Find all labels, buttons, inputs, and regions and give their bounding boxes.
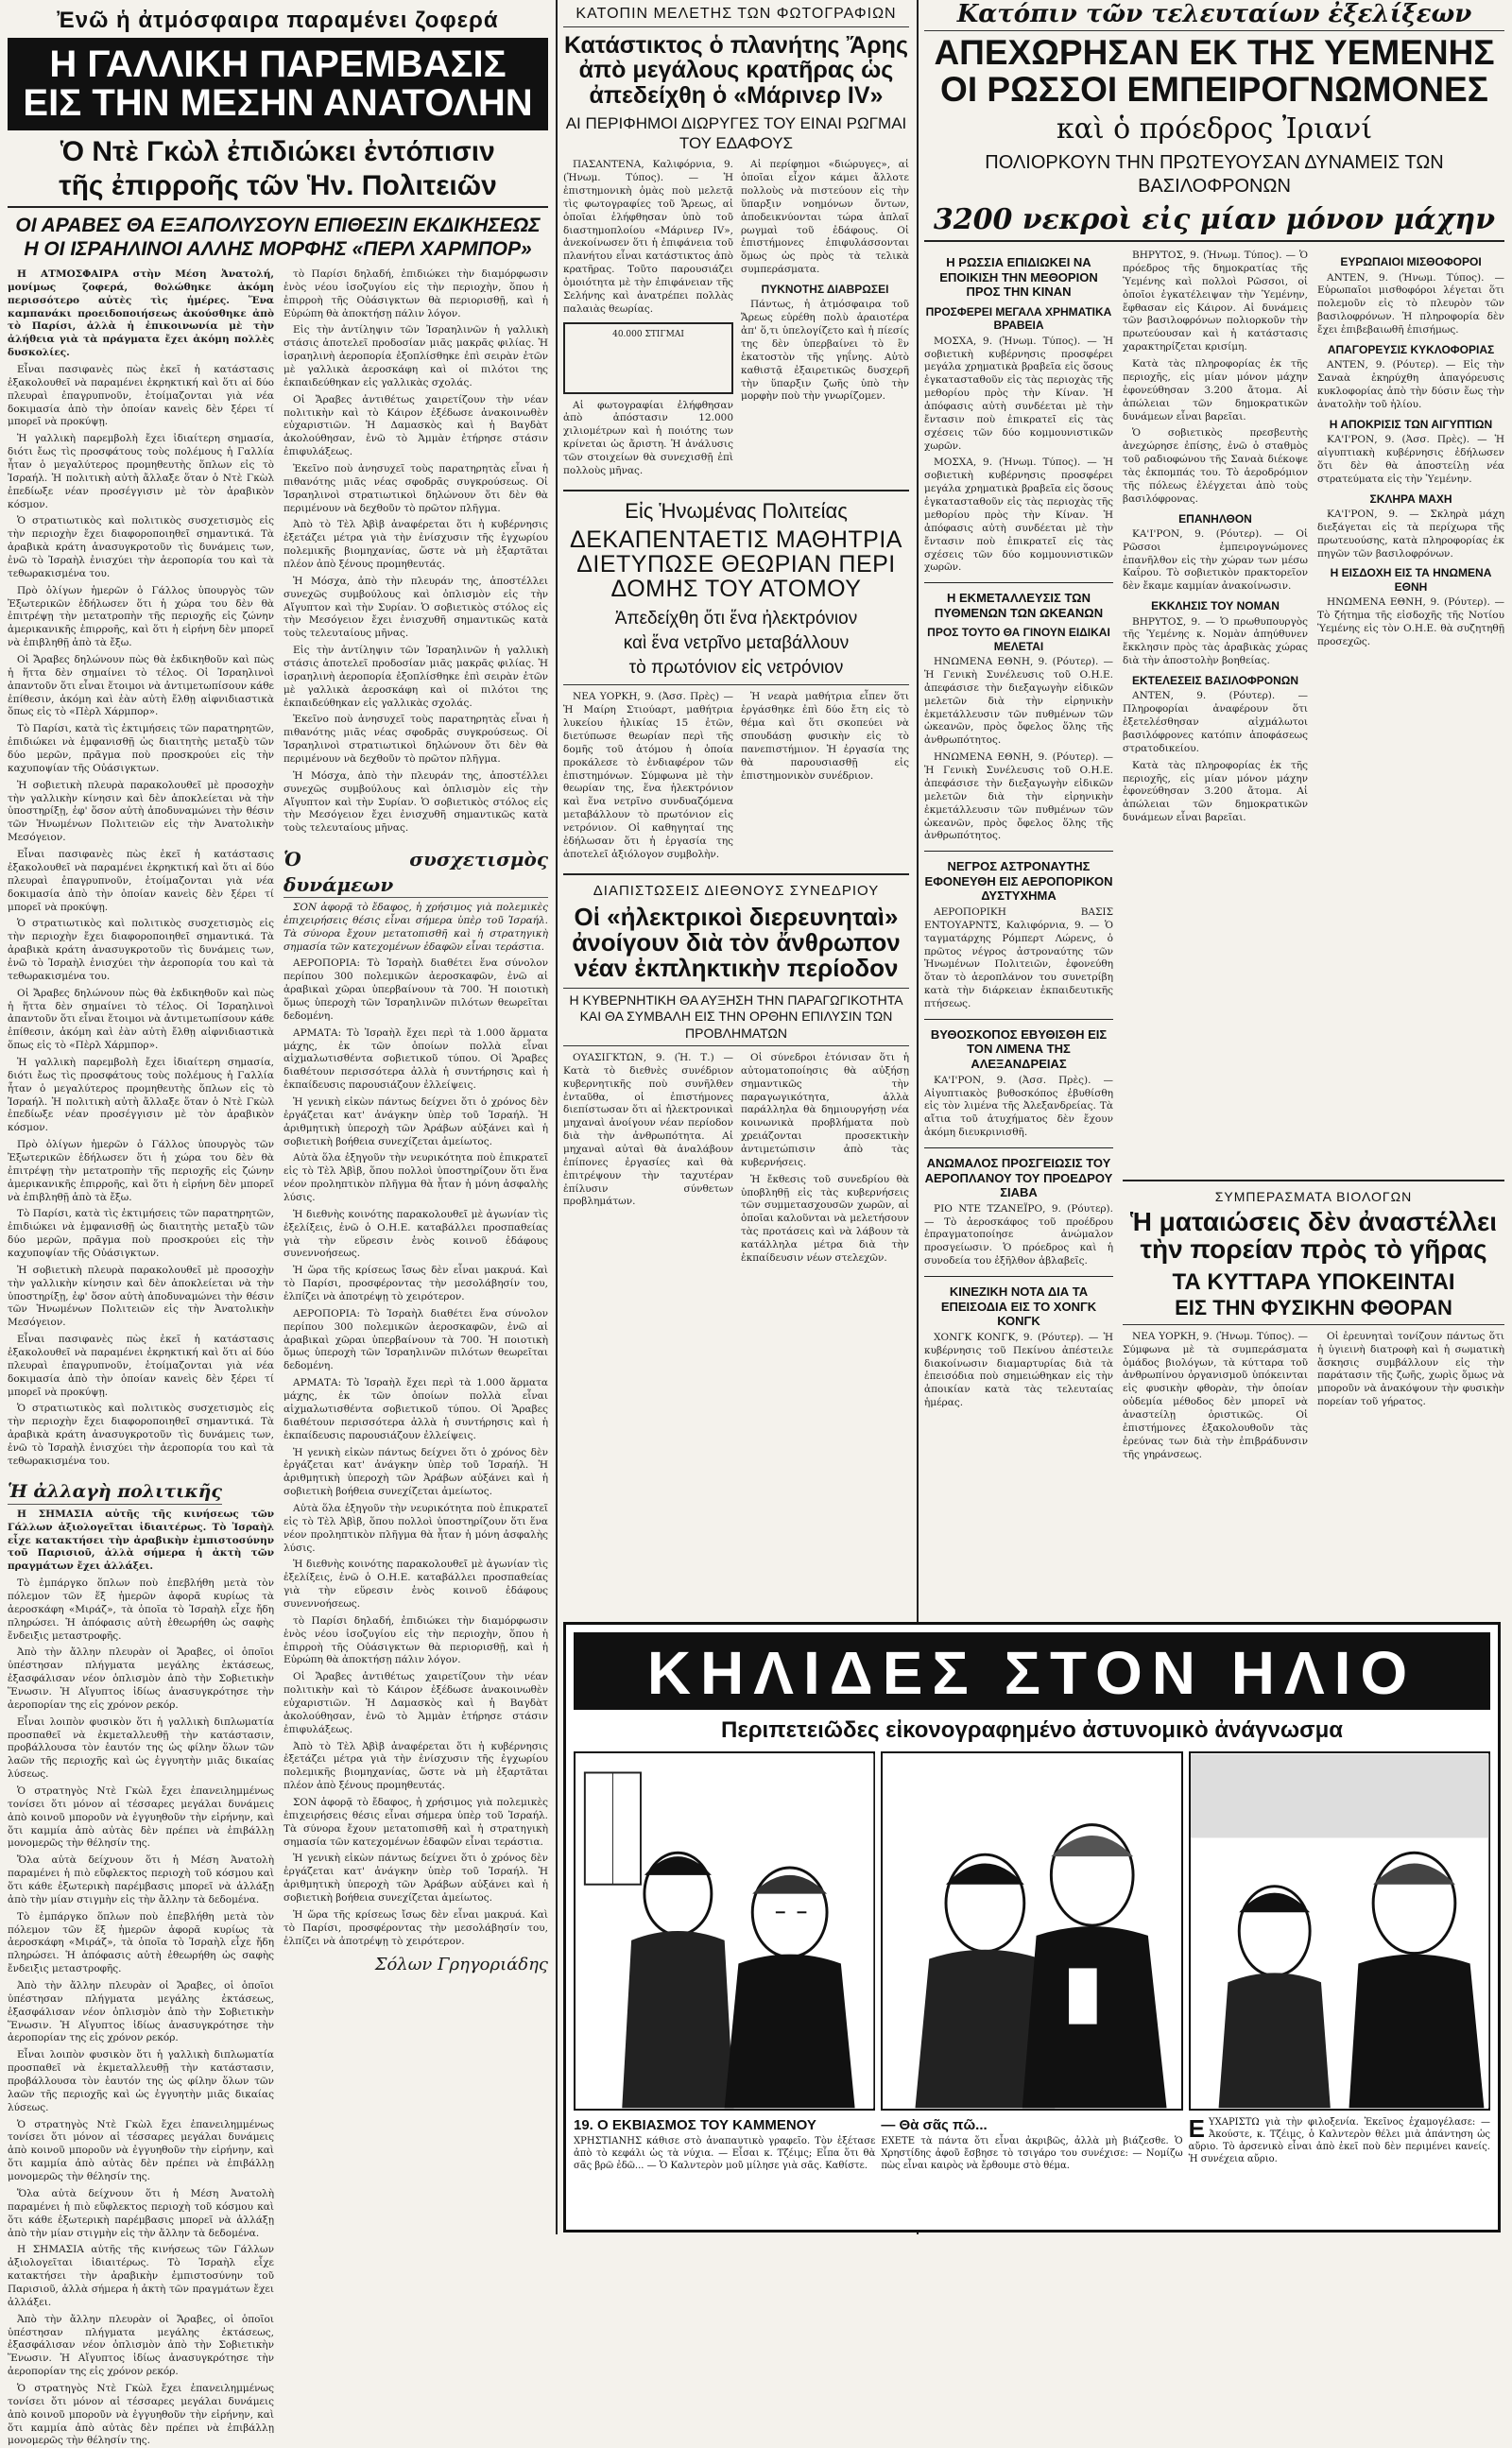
paragraph: ΑΡΜΑΤΑ: Τὸ Ἰσραὴλ ἔχει περὶ τὰ 1.000 ἅρματα μάχης, ἐκ τῶν ὁποίων πολλὰ εἶναι αἰχμαλωτισθέντα σοβιετικοῦ τύπου. Οἱ Ἄραβες διαθέτουν περισσότερα ἀλλὰ ἡ συντήρησις καὶ ἡ ἐκπαίδευσις παρουσιάζουν ἐλλείψεις. [284, 1377, 548, 1441]
paragraph: Ἡ σοβιετικὴ πλευρὰ παρακολουθεῖ μὲ προσοχὴν τὴν γαλλικὴν κίνησιν καὶ δὲν ἀποκλείεται νὰ τὴν ὑποστηρίξῃ, ἐφ' ὅσον αὐτὴ ἀποδυναμώνει τὴν θέσιν τῶν Ἡνωμένων Πολιτειῶν εἰς τὴν Ἀνατολικὴν Μεσόγειον. [8, 1264, 274, 1329]
divider [924, 1276, 1113, 1277]
paragraph: Εἶναι λοιπὸν φυσικὸν ὅτι ἡ γαλλικὴ διπλωματία προσπαθεῖ νὰ ἐκμεταλλευθῇ τὴν κατάστασιν, προβάλλουσα τὸν ἑαυτόν της ὡς φίλην ὅλων τῶν λαῶν τῆς περιοχῆς καὶ ὡς ἐγγυητὴν μιᾶς δικαίας λύσεως. [8, 2049, 274, 2113]
paragraph: Τὸ ἐμπάργκο ὅπλων ποὺ ἐπεβλήθη μετὰ τὸν πόλεμον τῶν ἕξ ἡμερῶν ἀφορᾶ κυρίως τὰ ἀεροσκάφη «Μιράζ», τὰ ὁποῖα τὸ Ἰσραὴλ εἶχε ἤδη πληρώσει. Ἡ ἀπόφασις αὐτὴ ἐθεωρήθη ὡς σαφὴς ἔνδειξις μεταστροφῆς. [8, 1577, 274, 1642]
paragraph: Εἶναι πασιφανὲς πὼς ἐκεῖ ἡ κατάστασις ἐξακολουθεῖ νὰ παραμένει ἐκρηκτική καὶ ὅτι αἱ δύο πλευραὶ ἐπαγρυπνοῦν, ἑτοίμαζονται γιὰ νέα δοκιμασία ἀπὸ τὴν ὁποίαν κανεὶς δὲν ξέρει τί μπορεῖ νὰ προκύψῃ. [8, 1334, 274, 1398]
divider [563, 873, 909, 875]
article-body-col2 [284, 268, 548, 2121]
paragraph: Οἱ σύνεδροι ἐτόνισαν ὅτι ἡ αὐτοματοποίησις θὰ αὐξήσῃ σημαντικῶς τὴν παραγωγικότητα, ἀλλὰ παράλληλα θὰ δημιουργήσῃ νέα κοινωνικὰ προβλήματα ποὺ χρειάζονται προσεκτικὴν ἀντιμετώπισιν ἀπὸ τὰς κυβερνήσεις. [741, 1052, 909, 1168]
paragraph: Ἐκεῖνο ποὺ ἀνησυχεῖ τοὺς παρατηρητὰς εἶναι ἡ πιθανότης μιᾶς νέας σφοδρᾶς συγκρούσεως. Οἱ Ἰσραηλινοὶ στρατιωτικοὶ δηλώνουν ὅτι δὲν θὰ περιμένουν νὰ δεχθοῦν τὸ πρῶτον πλῆγμα. [284, 463, 548, 514]
headline-line: ΑΠΕΧΩΡΗΣΑΝ ΕΚ ΤΗΣ ΥΕΜΕΝΗΣ [934, 33, 1495, 72]
paragraph: ΑΝΤΕΝ, 9. (Ρόυτερ). — Πληροφορίαι ἀναφέρουν ὅτι ἐξετελέσθησαν αἰχμάλωτοι βασιλόφρονες κατόπιν ἀποφάσεως στρατοδικείου. [1123, 690, 1308, 754]
paragraph: ΗΝΩΜΕΝΑ ΕΘΝΗ, 9. (Ρόυτερ). — Ἡ Γενικὴ Συνέλευσις τοῦ Ο.Η.Ε. ἀπεφάσισε τὴν διεξαγωγὴν εἰδικῶν μελετῶν διὰ τὴν εἰρηνικὴν ἐκμετάλλευσιν τῶν πυθμένων τῶν ὠκεανῶν, πρὸς ὄφελος ὅλης τῆς ἀνθρωπότητος. [924, 656, 1113, 747]
paragraph: ΧΟΝΓΚ ΚΟΝΓΚ, 9. (Ρόυτερ). — Ἡ κυβέρνησις τοῦ Πεκίνου ἀπέστειλε διακοίνωσιν διαμαρτυρίας διὰ τὰ ἐπεισόδια ποὺ σημειώθηκαν εἰς τὴν ἀποικίαν κατὰ τὰς τελευταίας ἡμέρας. [924, 1331, 1113, 1409]
comic-illustration [576, 1753, 873, 2109]
paragraph: ΑΕΡΟΠΟΡΙΚΗ ΒΑΣΙΣ ΕΝΤΟΥΑΡΝΤΣ, Καλιφόρνια, 9. — Ὁ ταγματάρχης Ρόμπερτ Λώρενς, ὁ πρῶτος νέγρος ἀστροναύτης τῶν Ἡνωμένων Πολιτειῶν, ἐφονεύθη ὅταν τὸ ἀεροπλάνον του συνετρίβη κατὰ τὴν διάρκειαν ἐκπαιδευτικῆς πτήσεως. [924, 906, 1113, 1010]
comic-illustration [1191, 1753, 1488, 2109]
kicker: Ἐνῶ ἡ ἀτμόσφαιρα παραμένει ζοφερά [57, 8, 499, 33]
paragraph: ΟΥΑΣΙΓΚΤΩΝ, 9. (Ἠ. Τ.) — Κατὰ τὸ διεθνὲς συνέδριον κυβερνητικῆς ποὺ συνῆλθεν ἐνταῦθα, οἱ ἐπιστήμονες διεπίστωσαν ὅτι αἱ ἠλεκτρονικαὶ μηχαναὶ ἀνοίγουν νέαν περίοδον διὰ τὴν ἀνθρωπότητα. Αἱ μηχαναὶ αὐταὶ θὰ ἀναλάβουν ἐπίπονες ἐργασίες καὶ θὰ ἐπιτρέψουν τὴν ταχυτέραν ἐπίλυσιν σύνθετων προβλημάτων. [563, 1052, 733, 1208]
cybernetics-headline: Οἱ «ἠλεκτρικοὶ διερευνηταὶ» ἀνοίγουν διὰ τὸν ἄνθρωπον νέαν ἐκπληκτικὴν περίοδον [572, 902, 901, 983]
paragraph: Ὁ στρατηγὸς Ντὲ Γκὼλ ἔχει ἐπανειλημμένως τονίσει ὅτι μόνον αἱ τέσσαρες μεγάλαι δυνάμεις ἀπὸ κοινοῦ μποροῦν νὰ ἐγγυηθοῦν τὴν εἰρήνην, καὶ ὅτι καμμία ἀπὸ αὐτὰς δὲν πρέπει νὰ ἐπιβάλλῃ μονομερῶς τὴν θέλησίν της. [8, 1785, 274, 1850]
story-head: Η ΕΚΜΕΤΑΛΛΕΥΣΙΣ ΤΩΝ ΠΥΘΜΕΝΩΝ ΤΩΝ ΩΚΕΑΝΩΝ [934, 591, 1104, 620]
paragraph: ΡΙΟ ΝΤΕ ΤΖΑΝΕΪΡΟ, 9. (Ρόυτερ). — Τὸ ἀεροσκάφος τοῦ προέδρου ἐπραγματοποίησε ἀνώμαλον προσγείωσιν. Ὁ πρόεδρος καὶ ἡ συνοδεία του ἐξῆλθον ἀβλαβεῖς. [924, 1202, 1113, 1267]
paragraph: ΚΑ'Ι'ΡΟΝ, 9. (Ρόυτερ). — Οἱ Ρῶσσοι ἐμπειρογνώμονες ἐπανῆλθον εἰς τὴν χώραν των μέσω Καΐρου. Τὸ σοβιετικὸν πρακτορεῖον δὲν ἔκαμε καμμίαν ἀνακοίνωσιν. [1123, 527, 1308, 593]
yemen-subheadline: ΠΟΛΙΟΡΚΟΥΝ ΤΗΝ ΠΡΩΤΕΥΟΥΣΑΝ ΔΥΝΑΜΕΙΣ ΤΩΝ ΒΑΣΙΛΟΦΡΟΝΩΝ [985, 151, 1444, 197]
paragraph: Η ΣΗΜΑΣΙΑ αὐτῆς τῆς κινήσεως τῶν Γάλλων ἀξιολογεῖται ἰδιαιτέρως. Τὸ Ἰσραὴλ εἶχε κατακτήσει τὴν ἀραβικὴν ἐμπιστοσύνην τοῦ Παρισιοῦ, ἀλλὰ σήμερα ἡ ἀκτὴ τῶν πραγμάτων ἔχει ἀλλάξει. [8, 2244, 274, 2308]
headline-line: ΕΙΣ ΤΗΝ ΜΕΣΗΝ ΑΝΑΤΟΛΗΝ [23, 81, 533, 124]
biology-sub: ΤΑ ΚΥΤΤΑΡΑ ΥΠΟΚΕΙΝΤΑΙ [1172, 1268, 1455, 1295]
biology-sub: ΕΙΣ ΤΗΝ ΦΥΣΙΚΗΝ ΦΘΟΡΑΝ [1123, 1296, 1504, 1325]
paragraph: Πρὸ ὀλίγων ἡμερῶν ὁ Γάλλος ὑπουργὸς τῶν Ἐξωτερικῶν ἐδήλωσεν ὅτι ἡ χώρα του δὲν θὰ ἐπιτρέψῃ τὴν μετατροπὴν τῆς περιοχῆς εἰς ζώνην ἀμερικανικῆς ἐπιρροῆς, καὶ ὅτι ἡ εἰρήνη δὲν μπορεῖ νὰ ἐπιβληθῇ ἀπὸ τὰ ἔξω. [8, 1139, 274, 1203]
paragraph: ΜΟΣΧΑ, 9. (Ἡνωμ. Τύπος). — Ἡ σοβιετικὴ κυβέρνησις προσφέρει μεγάλα χρηματικὰ βραβεῖα εἰς ὅσους ἐγκατασταθοῦν εἰς τὰς περιοχὰς τῆς μεθορίου πρὸς τὴν Κίναν. Ἡ ἀπόφασις αὐτὴ συνδέεται μὲ τὴν ἔντασιν ποὺ ἐπικρατεῖ εἰς τὰς σχέσεις τῶν δύο κομμουνιστικῶν χωρῶν. [924, 457, 1113, 574]
paragraph: Πρὸ ὀλίγων ἡμερῶν ὁ Γάλλος ὑπουργὸς τῶν Ἐξωτερικῶν ἐδήλωσεν ὅτι ἡ χώρα του δὲν θὰ ἐπιτρέψῃ τὴν μετατροπὴν τῆς περιοχῆς εἰς ζώνην ἀμερικανικῆς ἐπιρροῆς, καὶ ὅτι ἡ εἰρήνη δὲν μπορεῖ νὰ ἐπιβληθῇ ἀπὸ τὰ ἔξω. [8, 584, 274, 649]
biology-body-left [1123, 1331, 1308, 1466]
comic-panel-2 [881, 1751, 1182, 2111]
paragraph: Ὁ στρατηγὸς Ντὲ Γκὼλ ἔχει ἐπανειλημμένως τονίσει ὅτι μόνον αἱ τέσσαρες μεγάλαι δυνάμεις ἀπὸ κοινοῦ μποροῦν νὰ ἐγγυηθοῦν τὴν εἰρήνην, καὶ ὅτι καμμία ἀπὸ αὐτὰς δὲν πρέπει νὰ ἐπιβάλλῃ μονομερῶς τὴν θέλησίν της. [8, 2382, 274, 2447]
story-head: ΕΥΡΩΠΑΙΟΙ ΜΙΣΘΟΦΟΡΟΙ [1340, 255, 1482, 269]
paragraph: ΒΗΡΥΤΟΣ, 9. (Ἡνωμ. Τύπος). — Ὁ πρόεδρος τῆς δημοκρατίας τῆς Ὑεμένης καὶ πολλοὶ Ρῶσσοι, οἱ ὁποῖοι ἐγκατέλειψαν τὴν Ὑεμένην, ἔφθασαν εἰς Κάιρον. Αἱ δυνάμεις τῶν βασιλοφρόνων πολιορκοῦν τὴν πρωτεύουσαν καὶ ἡ κατάστασις χαρακτηρίζεται κρισίμη. [1123, 250, 1308, 353]
paragraph: ΝΕΑ ΥΟΡΚΗ, 9. (Ἡνωμ. Τύπος). — Σύμφωνα μὲ τὰ συμπεράσματα ὁμάδος βιολόγων, τὰ κύτταρα τοῦ ἀνθρωπίνου ὀργανισμοῦ ὑπόκεινται εἰς φυσικὴν φθορὰν, τὴν ὁποίαν οὐδεμία μέθοδος δὲν μπορεῖ νὰ ἀναστείλῃ ὁριστικῶς. Οἱ ἐπιστήμονες ἐξακολουθοῦν τὰς ἐρεύνας των διὰ τὴν ἐπιβράδυνσιν τῆς γηράνσεως. [1123, 1330, 1308, 1460]
paragraph: Εἶναι πασιφανὲς πὼς ἐκεῖ ἡ κατάστασις ἐξακολουθεῖ νὰ παραμένει ἐκρηκτική καὶ ὅτι αἱ δύο πλευραὶ ἐπαγρυπνοῦν, ἑτοίμαζονται γιὰ νέα δοκιμασία ἀπὸ τὴν ὁποίαν κανεὶς δὲν ξέρει τί μπορεῖ νὰ προκύψῃ. [8, 363, 274, 428]
story-head: ΑΠΑΓΟΡΕΥΣΙΣ ΚΥΚΛΟΦΟΡΙΑΣ [1327, 342, 1495, 356]
paragraph: Εἰς τὴν ἀντίληψιν τῶν Ἰσραηλινῶν ἡ γαλλικὴ στάσις ἀποτελεῖ προδοσίαν μιᾶς μακρᾶς φιλίας. Ἡ ἰσραηλινὴ ἀεροπορία ἐξοπλίσθηκε ἐπὶ σειρὰν ἐτῶν μὲ γαλλικὰ ἀεροσκάφη καὶ οἱ πιλότοι της ἐκπαιδεύθηκαν εἰς γαλλικὰς σχολάς. [284, 645, 548, 709]
paragraph: ΗΝΩΜΕΝΑ ΕΘΝΗ, 9. (Ρόυτερ). — Ἡ Γενικὴ Συνέλευσις τοῦ Ο.Η.Ε. ἀπεφάσισε τὴν διεξαγωγὴν εἰδικῶν μελετῶν διὰ τὴν εἰρηνικὴν ἐκμετάλλευσιν τῶν πυθμένων τῶν ὠκεανῶν, πρὸς ὄφελος ὅλης τῆς ἀνθρωπότητος. [924, 751, 1113, 842]
story-head: ΑΝΩΜΑΛΟΣ ΠΡΟΣΓΕΙΩΣΙΣ ΤΟΥ ΑΕΡΟΠΛΑΝΟΥ ΤΟΥ ΠΡΟΕΔΡΟΥ ΣΙΑΒΑ [924, 1155, 1113, 1200]
paragraph: ΑΝΤΕΝ, 9. (Ἡνωμ. Τύπος). — Εὐρωπαῖοι μισθοφόροι λέγεται ὅτι πολεμοῦν εἰς τὸ πλευρὸν τῶν βασιλοφρόνων. Ἡ πληροφορία δὲν ἔχει ἐπιβεβαιωθῆ ἐπισήμως. [1317, 271, 1504, 336]
paragraph: Ἡ Μόσχα, ἀπὸ τὴν πλευράν της, ἀποστέλλει συνεχῶς συμβούλους καὶ ὁπλισμὸν εἰς τὴν Αἴγυπτον καὶ τὴν Συρίαν. Ὁ σοβιετικὸς στόλος εἰς τὴν Μεσόγειον ἔχει ἐνισχυθῆ σημαντικῶς κατὰ τοὺς τελευταίους μῆνας. [284, 769, 548, 835]
paragraph: Ἡ ἔκθεσις τοῦ συνεδρίου θὰ ὑποβληθῇ εἰς τὰς κυβερνήσεις τῶν συμμετασχουσῶν χωρῶν, αἱ ὁποῖαι καλοῦνται νὰ μελετήσουν τὰς προτάσεις καὶ νὰ λάβουν τὰ κατάλληλα μέτρα διὰ τὴν ἐκπαίδευσιν νέων στελεχῶν. [741, 1173, 909, 1264]
author-signature: Σόλων Γρηγοριάδης [374, 1955, 548, 1975]
paragraph: ΒΗΡΥΤΟΣ, 9. — Ὁ πρωθυπουργὸς τῆς Ὑεμένης κ. Νομὰν ἀπηύθυνεν ἔκκλησιν πρὸς τὰς ἀραβικὰς χώρας διὰ τὴν ἀποστολὴν βοηθείας. [1123, 615, 1308, 667]
paragraph: ΚΑ'Ι'ΡΟΝ, 9. (Ἀσσ. Πρὲς). — Αἰγυπτιακὸς βυθοσκόπος ἐβυθίσθη εἰς τὸν λιμένα τῆς Ἀλεξανδρείας. Τὰ αἴτια τοῦ ἀτυχήματος δὲν ἔχουν ἀκόμη διευκρινισθῆ. [924, 1074, 1113, 1139]
subhead: Ἡ ἀλλαγὴ πολιτικῆς [8, 1480, 222, 1505]
paragraph: Ἡ ὥρα τῆς κρίσεως ἴσως δὲν εἶναι μακρυά. Καὶ τὸ Παρίσι, προσφέροντας τὴν μεσολάβησίν του, ἐλπίζει νὰ ἀποτρέψῃ τὸ χειρότερον. [284, 1908, 548, 1947]
student-body-left [563, 691, 733, 865]
comic-panel-3 [1189, 1751, 1490, 2111]
divider [924, 582, 1113, 583]
paragraph: Ἡ γενικὴ εἰκὼν πάντως δείχνει ὅτι ὁ χρόνος δὲν ἐργάζεται κατ' ἀνάγκην ὑπὲρ τοῦ Ἰσραήλ. Ἡ ἀριθμητικὴ ὑπεροχὴ τῶν Ἀράβων αὐξάνει καὶ ἡ σοβιετικὴ βοήθεια συνεχίζεται ἀμείωτος. [284, 1446, 548, 1498]
comic-subtitle: Περιπετειῶδες εἰκονογραφημένο ἀστυνομικὸ ἀνάγνωσμα [720, 1717, 1344, 1743]
paragraph: Ὅλα αὐτὰ δείχνουν ὅτι ἡ Μέση Ἀνατολὴ παραμένει ἡ πιὸ εὔφλεκτος περιοχὴ τοῦ κόσμου καὶ ὅτι κάθε ἐξωτερικὴ παρέμβασις μπορεῖ νὰ ἀλλάξῃ ἀπὸ τὴν μίαν στιγμὴν εἰς τὴν ἄλλην τὰ δεδομένα. [8, 1854, 274, 1905]
mars-headline: Κατάστικτος ὁ πλανήτης Ἄρης ἀπὸ μεγάλους κρατῆρας ὡς ἀπεδείχθη ὁ «Μάρινερ IV» [564, 32, 908, 109]
paragraph: Εἶναι πασιφανὲς πὼς ἐκεῖ ἡ κατάστασις ἐξακολουθεῖ νὰ παραμένει ἐκρηκτική καὶ ὅτι αἱ δύο πλευραὶ ἐπαγρυπνοῦν, ἑτοίμαζονται γιὰ νέα δοκιμασία ἀπὸ τὴν ὁποίαν κανεὶς δὲν ξέρει τί μπορεῖ νὰ προκύψῃ. [8, 849, 274, 913]
paragraph: Οἱ Ἄραβες ἀντιθέτως χαιρετίζουν τὴν νέαν πολιτικὴν καὶ τὸ Κάιρον ἐξέδωσε ἀνακοινωθὲν εὐχαριστιῶν. Ἡ Δαμασκὸς καὶ ἡ Βαγδὰτ ἀκολούθησαν, ἐνῶ τὸ Ἀμμὰν ἐτήρησε στάσιν ἐπιφυλάξεως. [284, 1671, 548, 1735]
paragraph: Τὸ ἐμπάργκο ὅπλων ποὺ ἐπεβλήθη μετὰ τὸν πόλεμον τῶν ἕξ ἡμερῶν ἀφορᾶ κυρίως τὰ ἀεροσκάφη «Μιράζ», τὰ ὁποῖα τὸ Ἰσραὴλ εἶχε ἤδη πληρώσει. Ἡ ἀπόφασις αὐτὴ ἐθεωρήθη ὡς σαφὴς ἔνδειξις μεταστροφῆς. [8, 1910, 274, 1975]
paragraph: Ἡ Μόσχα, ἀπὸ τὴν πλευράν της, ἀποστέλλει συνεχῶς συμβούλους καὶ ὁπλισμὸν εἰς τὴν Αἴγυπτον καὶ τὴν Συρίαν. Ὁ σοβιετικὸς στόλος εἰς τὴν Μεσόγειον ἔχει ἐνισχυθῆ σημαντικῶς κατὰ τοὺς τελευταίους μῆνας. [284, 575, 548, 640]
student-body-right [741, 691, 909, 865]
yemen-italic-head: 3200 νεκροὶ εἰς μίαν μόνον μάχην [924, 204, 1504, 243]
mars-body-left [563, 159, 733, 481]
student-sub: Ἀπεδείχθη ὅτι ἕνα ἠλεκτρόνιον [614, 609, 858, 629]
column-4 [924, 250, 1113, 1414]
comic-strip [563, 1622, 1501, 2233]
paragraph: Ἡ γαλλικὴ παρεμβολὴ ἔχει ἰδιαίτερη σημασία, διότι ἔως τὶς προσφάτους τοὺς πολέμους ἡ Γαλλία ἦταν ὁ μεγαλύτερος προμηθευτὴς ὅπλων εἰς τὸ Ἰσραήλ. Ἡ πολιτικὴ αὐτὴ ἄλλαξε ὅταν ὁ Ντὲ Γκὼλ ἐπεδίωξε νέαν προσέγγισιν μὲ τὸν ἀραβικὸν κόσμον. [8, 1056, 274, 1134]
comic-caption-3 [1189, 2116, 1490, 2172]
biology-headline: Ἡ ματαιώσεις δὲν ἀναστέλλει τὴν πορείαν πρὸς τὸ γῆρας [1129, 1207, 1498, 1265]
story-head: ΣΚΛΗΡΑ ΜΑΧΗ [1369, 491, 1452, 506]
story-biology [1123, 1180, 1504, 1614]
student-sub: καὶ ἕνα νετρῖνο μεταβάλλουν [623, 633, 850, 654]
kicker: ΚΑΤΟΠΙΝ ΜΕΛΕΤΗΣ ΤΩΝ ΦΩΤΟΓΡΑΦΙΩΝ [563, 6, 909, 27]
paragraph: ΚΑ'Ι'ΡΟΝ, 9. — Σκληρὰ μάχη διεξάγεται εἰς τὰ περίχωρα τῆς πρωτευούσης, κατὰ πληροφορίας ἐκ πηγῶν τῶν βασιλοφρόνων. [1317, 508, 1504, 560]
paragraph: Τὸ Παρίσι, κατὰ τὶς ἐκτιμήσεις τῶν παρατηρητῶν, ἐπιδιώκει νὰ ἐμφανισθῇ ὡς διαιτητὴς μεταξὺ τῶν δύο μερῶν, πρᾶγμα ποὺ προσκρούει εἰς τὴν καχυποψίαν τῆς Οὐάσιγκτων. [8, 723, 274, 774]
comic-illustration [883, 1753, 1180, 2109]
paragraph: ΗΝΩΜΕΝΑ ΕΘΝΗ, 9. (Ρόυτερ). — Τὸ ζήτημα τῆς εἰσδοχῆς τῆς Νοτίου Ὑεμένης εἰς τὸν Ο.Η.Ε. θὰ συζητηθῇ προσεχῶς. [1317, 596, 1504, 647]
story-subhead: ΠΡΟΣΦΕΡΕΙ ΜΕΓΑΛΑ ΧΡΗΜΑΤΙΚΑ ΒΡΑΒΕΙΑ [925, 304, 1112, 333]
paragraph: Αὐτὰ ὅλα ἐξηγοῦν τὴν νευρικότητα ποὺ ἐπικρατεῖ εἰς τὸ Τὲλ Ἀβὶβ, ὅπου πολλοὶ ὑποστηρίζουν ὅτι ἕνα νέον προληπτικὸν πλῆγμα θὰ ἦταν ἡ μόνη ἀσφαλὴς λύσις. [284, 1152, 548, 1204]
paragraph: ΑΡΜΑΤΑ: Τὸ Ἰσραὴλ ἔχει περὶ τὰ 1.000 ἅρματα μάχης, ἐκ τῶν ὁποίων πολλὰ εἶναι αἰχμαλωτισθέντα σοβιετικοῦ τύπου. Οἱ Ἄραβες διαθέτουν περισσότερα ἀλλὰ ἡ συντήρησις καὶ ἡ ἐκπαίδευσις παρουσιάζουν ἐλλείψεις. [284, 1026, 548, 1092]
paragraph: Κατὰ τὰς πληροφορίας ἐκ τῆς περιοχῆς, εἰς μίαν μόνον μάχην ἐφονεύθησαν 3.200 ἄτομα. Αἱ ἀπώλειαι τῶν δημοκρατικῶν δυνάμεων εἶναι βαρεῖαι. [1123, 358, 1308, 422]
section-subhead: Ὁ συσχετισμὸς δυνάμεων [284, 847, 548, 898]
paragraph: Ἡ ὥρα τῆς κρίσεως ἴσως δὲν εἶναι μακρυά. Καὶ τὸ Παρίσι, προσφέροντας τὴν μεσολάβησίν του, ἐλπίζει νὰ ἀποτρέψῃ τὸ χειρότερον. [284, 1265, 548, 1303]
mars-subheadline: ΑΙ ΠΕΡΙΦΗΜΟΙ ΔΙΩΡΥΓΕΣ ΤΟΥ ΕΙΝΑΙ ΡΩΓΜΑΙ ΤΟΥ ΕΔΑΦΟΥΣ [565, 113, 907, 152]
paragraph: ΠΑΣΑΝΤΕΝΑ, Καλιφόρνια, 9. (Ἡνωμ. Τύπος). — Ἡ ἐπιστημονικὴ ὁμὰς ποὺ μελετᾷ τὶς φωτογραφίες τοῦ Ἄρεως, αἱ ὁποῖαι ἐλήφθησαν ὑπὸ τοῦ διαστημοπλοίου «Μάρινερ IV», ἀνεκοίνωσεν ὅτι ἡ ἐπιφάνεια τοῦ πλανήτου εἶναι κατάστικτος ἀπὸ κρατῆρας. Τοῦτο παρουσιάζει ὁμοιότητα μὲ τὴν ἐπιφάνειαν τῆς Σελήνης καὶ ἀνατρέπει πολλὰς παλαιὰς θεωρίας. [563, 159, 733, 315]
paragraph: Ἀπὸ τὸ Τὲλ Ἀβὶβ ἀναφέρεται ὅτι ἡ κυβέρνησις ἐξετάζει μέτρα γιὰ τὴν ἐνίσχυσιν τῆς ἐγχωρίου πολεμικῆς βιομηχανίας, ὥστε νὰ μὴ ἐξαρτᾶται πλέον ἀπὸ ξένους προμηθευτάς. [284, 519, 548, 571]
paragraph: Ἡ σοβιετικὴ πλευρὰ παρακολουθεῖ μὲ προσοχὴν τὴν γαλλικὴν κίνησιν καὶ δὲν ἀποκλείεται νὰ τὴν ὑποστηρίξῃ, ἐφ' ὅσον αὐτὴ ἀποδυναμώνει τὴν θέσιν τῶν Ἡνωμένων Πολιτειῶν εἰς τὴν Ἀνατολικὴν Μεσόγειον. [8, 779, 274, 844]
paragraph: ΑΕΡΟΠΟΡΙΑ: Τὸ Ἰσραὴλ διαθέτει ἕνα σύνολον περίπου 300 πολεμικῶν ἀεροσκαφῶν, ἐνῶ αἱ ἀραβικαὶ χῶραι ὑπερβαίνουν τὰ 700. Ἡ ποιοτικὴ ὅμως ὑπεροχὴ τῶν Ἰσραηλινῶν πιλότων θεωρεῖται δεδομένη. [284, 957, 548, 1022]
paragraph: ΣΟΝ ἀφορᾷ τὸ ἔδαφος, ἡ χρήσιμος γιὰ πολεμικὲς ἐπιχειρήσεις θέσις εἶναι σήμερα ὑπὲρ τοῦ Ἰσραήλ. Τὰ σύνορα ἔχουν μετατοπισθῆ καὶ ἡ στρατηγικὴ σημασία τῶν κατεχομένων ἐδαφῶν εἶναι τεράστια. [284, 1796, 548, 1848]
paragraph: Ἡ γενικὴ εἰκὼν πάντως δείχνει ὅτι ὁ χρόνος δὲν ἐργάζεται κατ' ἀνάγκην ὑπὲρ τοῦ Ἰσραήλ. Ἡ ἀριθμητικὴ ὑπεροχὴ τῶν Ἀράβων αὐξάνει καὶ ἡ σοβιετικὴ βοήθεια συνεχίζεται ἀμείωτος. [284, 1853, 548, 1904]
divider [924, 1019, 1113, 1020]
divider [1123, 1180, 1504, 1181]
paragraph: ΣΟΝ ἀφορᾷ τὸ ἔδαφος, ἡ χρήσιμος γιὰ πολεμικὲς ἐπιχειρήσεις θέσις εἶναι σήμερα ὑπὲρ τοῦ Ἰσραήλ. Τὰ σύνορα ἔχουν μετατοπισθῆ καὶ ἡ στρατηγικὴ σημασία τῶν κατεχομένων ἐδαφῶν εἶναι τεράστια. [284, 901, 548, 953]
divider [924, 1147, 1113, 1148]
story-subhead: ΠΡΟΣ ΤΟΥΤΟ ΘΑ ΓΙΝΟΥΝ ΕΙΔΙΚΑΙ ΜΕΛΕΤΑΙ [927, 626, 1110, 653]
second-headline: ΟΙ ΑΡΑΒΕΣ ΘΑ ΕΞΑΠΟΛΥΣΟΥΝ ΕΠΙΘΕΣΙΝ ΕΚΔΙΚΗΣΕΩΣ Η ΟΙ ΙΣΡΑΗΛΙΝΟΙ ΑΛΛΗΣ ΜΟΡΦΗΣ «ΠΕΡΛ ΧΑΡΜΠΟΡ» [15, 214, 541, 260]
cybernetics-body-right [741, 1052, 909, 1269]
student-headline: ΔΕΚΑΠΕΝΤΑΕΤΙΣ ΜΑΘΗΤΡΙΑ ΔΙΕΤΥΠΩΣΕ ΘΕΩΡΙΑΝ ΠΕΡΙ ΔΟΜΗΣ ΤΟΥ ΑΤΟΜΟΥ [570, 526, 902, 603]
divider [563, 490, 909, 491]
comic-caption-1 [574, 2116, 875, 2172]
paragraph: Οἱ Ἄραβες ἀντιθέτως χαιρετίζουν τὴν νέαν πολιτικὴν καὶ τὸ Κάιρον ἐξέδωσε ἀνακοινωθὲν εὐχαριστιῶν. Ἡ Δαμασκὸς καὶ ἡ Βαγδὰτ ἀκολούθησαν, ἐνῶ τὸ Ἀμμὰν ἐτήρησε στάσιν ἐπιφυλάξεως. [284, 393, 548, 458]
story-head: Η ΕΙΣΔΟΧΗ ΕΙΣ ΤΑ ΗΝΩΜΕΝΑ ΕΘΝΗ [1330, 566, 1492, 594]
yemen-deck: καὶ ὁ πρόεδρος Ἰριανί [1056, 112, 1373, 146]
paragraph: Ἡ νεαρὰ μαθήτρια εἶπεν ὅτι ἐργάσθηκε ἐπὶ δύο ἔτη εἰς τὸ θέμα καὶ ὅτι σκοπεύει νὰ σπουδάσῃ φυσικὴν εἰς τὸ πανεπιστήμιον. Ἡ ἐργασία της θὰ παρουσιασθῇ εἰς ἐπιστημονικὸν συνέδριον. [741, 691, 909, 782]
caption-text: ΕΧΕΤΕ τὰ πάντα ὅτι εἶναι ἀκριβῶς, ἀλλὰ μὴ βιάζεσθε. Ὁ Χρηστίδης ἀφοῦ ἔσβησε τὸ τσιγάρο του συνέχισε: — Νομίζω πὼς εἶναι καιρὸς νὰ ἔρθουμε στὸ θέμα. [881, 2135, 1183, 2171]
article-body-col1 [8, 267, 274, 2447]
paragraph: Αὐτὰ ὅλα ἐξηγοῦν τὴν νευρικότητα ποὺ ἐπικρατεῖ εἰς τὸ Τὲλ Ἀβὶβ, ὅπου πολλοὶ ὑποστηρίζουν ὅτι ἕνα νέον προληπτικὸν πλῆγμα θὰ ἦταν ἡ μόνη ἀσφαλὴς λύσις. [284, 1502, 548, 1554]
story-head: Η ΡΩΣΣΙΑ ΕΠΙΔΙΩΚΕΙ ΝΑ ΕΠΟΙΚΙΣΗ ΤΗΝ ΜΕΘΟΡΙΟΝ ΠΡΟΣ ΤΗΝ ΚΙΝΑΝ [939, 255, 1098, 300]
paragraph: Ὁ στρατηγὸς Ντὲ Γκὼλ ἔχει ἐπανειλημμένως τονίσει ὅτι μόνον αἱ τέσσαρες μεγάλαι δυνάμεις ἀπὸ κοινοῦ μποροῦν νὰ ἐγγυηθοῦν τὴν εἰρήνην, καὶ ὅτι καμμία ἀπὸ αὐτὰς δὲν πρέπει νὰ ἐπιβάλλῃ μονομερῶς τὴν θέλησίν της. [8, 2118, 274, 2183]
paragraph: ΚΑ'Ι'ΡΟΝ, 9. (Ἀσσ. Πρὲς). — Ἡ αἰγυπτιακὴ κυβέρνησις ἐδήλωσεν ὅτι δὲν θὰ ἀποστείλῃ νέα στρατεύματα εἰς τὴν Ὑεμένην. [1317, 434, 1504, 485]
paragraph: Ἐκεῖνο ποὺ ἀνησυχεῖ τοὺς παρατηρητὰς εἶναι ἡ πιθανότης μιᾶς νέας σφοδρᾶς συγκρούσεως. Οἱ Ἰσραηλινοὶ στρατιωτικοὶ δηλώνουν ὅτι δὲν θὰ περιμένουν νὰ δεχθοῦν τὸ πρῶτον πλῆγμα. [284, 714, 548, 766]
article-french-intervention [8, 0, 548, 2447]
paragraph: τὸ Παρίσι δηλαδή, ἐπιδιώκει τὴν διαμόρφωσιν ἑνὸς νέου ἰσοζυγίου εἰς τὴν περιοχὴν, ὅπου ἡ ἐπιρροὴ τῆς Οὐάσιγκτων θὰ περιορισθῇ, καὶ ἡ Εὐρώπη θὰ ἀποκτήσῃ πάλιν λόγον. [284, 267, 548, 319]
paragraph: Ἡ γενικὴ εἰκὼν πάντως δείχνει ὅτι ὁ χρόνος δὲν ἐργάζεται κατ' ἀνάγκην ὑπὲρ τοῦ Ἰσραήλ. Ἡ ἀριθμητικὴ ὑπεροχὴ τῶν Ἀράβων αὐξάνει καὶ ἡ σοβιετικὴ βοήθεια συνεχίζεται ἀμείωτος. [284, 1096, 548, 1147]
paragraph: Εἶναι λοιπὸν φυσικὸν ὅτι ἡ γαλλικὴ διπλωματία προσπαθεῖ νὰ ἐκμεταλλευθῇ τὴν κατάστασιν, προβάλλουσα τὸν ἑαυτόν της ὡς φίλην ὅλων τῶν λαῶν τῆς περιοχῆς καὶ ὡς ἐγγυητὴν μιᾶς δικαίας λύσεως. [8, 1715, 274, 1781]
paragraph: Ὅλα αὐτὰ δείχνουν ὅτι ἡ Μέση Ἀνατολὴ παραμένει ἡ πιὸ εὔφλεκτος περιοχὴ τοῦ κόσμου καὶ ὅτι κάθε ἐξωτερικὴ παρέμβασις μπορεῖ νὰ ἀλλάξῃ ἀπὸ τὴν μίαν στιγμὴν εἰς τὴν ἄλλην τὰ δεδομένα. [8, 2187, 274, 2239]
paragraph: Ὁ στρατιωτικὸς καὶ πολιτικὸς συσχετισμὸς εἰς τὴν περιοχὴν ἔχει διαφοροποιηθεῖ σημαντικά. Τὰ ἀραβικὰ κράτη ἀνασυγκροτοῦν τὶς δυνάμεις των, ἐνῶ τὸ Ἰσραὴλ ἐνισχύει τὴν ἀεροπορία του καὶ τὰ τεθωρακισμένα του. [8, 1403, 274, 1467]
paragraph: ΜΟΣΧΑ, 9. (Ἡνωμ. Τύπος). — Ἡ σοβιετικὴ κυβέρνησις προσφέρει μεγάλα χρηματικὰ βραβεῖα εἰς ὅσους ἐγκατασταθοῦν εἰς τὰς περιοχὰς τῆς μεθορίου πρὸς τὴν Κίναν. Ἡ ἀπόφασις αὐτὴ συνδέεται μὲ τὴν ἔντασιν ποὺ ἐπικρατεῖ εἰς τὰς σχέσεις τῶν δύο κομμουνιστικῶν χωρῶν. [924, 335, 1113, 452]
deck: Ὁ Ντὲ Γκὼλ ἐπιδιώκει ἐντόπισιν [60, 135, 495, 167]
comic-panel-1 [574, 1751, 875, 2111]
paragraph: Η ΣΗΜΑΣΙΑ αὐτῆς τῆς κινήσεως τῶν Γάλλων ἀξιολογεῖται ἰδιαιτέρως. Τὸ Ἰσραὴλ εἶχε κατακτήσει τὴν ἀραβικὴν ἐμπιστοσύνην τοῦ Παρισιοῦ, ἀλλὰ σήμερα ἡ ἀκτὴ τῶν πραγμάτων ἔχει ἀλλάξει. [8, 1508, 274, 1573]
divider [924, 851, 1113, 852]
paragraph: Ἀπὸ τὸ Τὲλ Ἀβὶβ ἀναφέρεται ὅτι ἡ κυβέρνησις ἐξετάζει μέτρα γιὰ τὴν ἐνίσχυσιν τῆς ἐγχωρίου πολεμικῆς βιομηχανίας, ὥστε νὰ μὴ ἐξαρτᾶται πλέον ἀπὸ ξένους προμηθευτάς. [284, 1740, 548, 1792]
story-head: ΚΙΝΕΖΙΚΗ ΝΟΤΑ ΔΙΑ ΤΑ ΕΠΕΙΣΟΔΙΑ ΕΙΣ ΤΟ ΧΟΝΓΚ ΚΟΝΓΚ [940, 1284, 1097, 1329]
cybernetics-body-left [563, 1052, 733, 1269]
paragraph: Πάντως, ἡ ἀτμόσφαιρα τοῦ Ἄρεως εὑρέθη πολὺ ἀραιοτέρα ἀπ' ὅ,τι ὑπελογίζετο καὶ ἡ πίεσίς της δὲν ὑπερβαίνει τὸ ἓν ἑκατοστὸν τῆς γηΐνης. Αὐτὸ καθιστᾷ ἐξαιρετικῶς δυσχερῆ τὴν ὕπαρξιν ζωῆς ὑπὸ τὴν μορφὴν ποὺ τὴν γνωρίζομεν. [741, 299, 909, 403]
boxed-caption: 40.000 ΣΤΙΓΜΑΙ [563, 322, 733, 394]
paragraph: ΑΕΡΟΠΟΡΙΑ: Τὸ Ἰσραὴλ διαθέτει ἕνα σύνολον περίπου 300 πολεμικῶν ἀεροσκαφῶν, ἐνῶ αἱ ἀραβικαὶ χῶραι ὑπερβαίνουν τὰ 700. Ἡ ποιοτικὴ ὅμως ὑπεροχὴ τῶν Ἰσραηλινῶν πιλότων θεωρεῖται δεδομένη. [284, 1307, 548, 1372]
paragraph: Οἱ Ἄραβες δηλώνουν πὼς θὰ ἐκδικηθοῦν καὶ πὼς ἡ ἥττα δὲν σημαίνει τὸ τέλος. Οἱ Ἰσραηλινοὶ ἀπαντοῦν ὅτι εἶναι ἕτοιμοι νὰ ἀντιμετωπίσουν κάθε ἐπίθεσιν, ἀκόμη καὶ ἐὰν αὐτὴ ἔλθῃ αἰφνιδιαστικὰ ὅπως εἰς τὸ «Πὲρλ Χάρμπορ». [8, 654, 274, 718]
paragraph: Εἰς τὴν ἀντίληψιν τῶν Ἰσραηλινῶν ἡ γαλλικὴ στάσις ἀποτελεῖ προδοσίαν μιᾶς μακρᾶς φιλίας. Ἡ ἰσραηλινὴ ἀεροπορία ἐξοπλίσθηκε ἐπὶ σειρὰν ἐτῶν μὲ γαλλικὰ ἀεροσκάφη καὶ οἱ πιλότοι της ἐκπαιδεύθηκαν εἰς γαλλικὰς σχολάς. [284, 324, 548, 388]
paragraph: Ὁ στρατιωτικὸς καὶ πολιτικὸς συσχετισμὸς εἰς τὴν περιοχὴν ἔχει διαφοροποιηθεῖ σημαντικά. Τὰ ἀραβικὰ κράτη ἀνασυγκροτοῦν τὶς δυνάμεις των, ἐνῶ τὸ Ἰσραὴλ ἐνισχύει τὴν ἀεροπορία του καὶ τὰ τεθωρακισμένα του. [8, 918, 274, 982]
headline-line: ΟΙ ΡΩΣΣΟΙ ΕΜΠΕΙΡΟΓΝΩΜΟΝΕΣ [940, 69, 1488, 109]
deck: τῆς ἐπιρροῆς τῶν Ἡν. Πολιτειῶν [8, 170, 548, 208]
caption-text: ΥΧΑΡΙΣΤΩ γιὰ τὴν φιλοξενία. Ἐκεῖνος ἐχαμογέλασε: — Ἀκούστε, κ. Τζέιμς, ὁ Καλντερὸν θέλει μιὰ ἀπάντηση ὡς αὔριο. Τὸ ἀρσενικὸ εἶναι ἀπὸ ἐκεῖ ποὺ δὲν περιμένει κανείς. Ἡ συνέχεια αὔριο. [1188, 2117, 1490, 2164]
comic-title: ΚΗΛΙΔΕΣ ΣΤΟΝ ΗΛΙΟ [574, 1632, 1490, 1710]
paragraph: Τὸ Παρίσι, κατὰ τὶς ἐκτιμήσεις τῶν παρατηρητῶν, ἐπιδιώκει νὰ ἐμφανισθῇ ὡς διαιτητὴς μεταξὺ τῶν δύο μερῶν, πρᾶγμα ποὺ προσκρούει εἰς τὴν καχυποψίαν τῆς Οὐάσιγκτων. [8, 1208, 274, 1259]
biology-kicker: ΣΥΜΠΕΡΑΣΜΑΤΑ ΒΙΟΛΟΓΩΝ [1214, 1189, 1413, 1204]
comic-caption-2 [881, 2116, 1182, 2172]
paragraph: Αἱ φωτογραφίαι ἐλήφθησαν ἀπὸ ἀπόστασιν 12.000 χιλιομέτρων καὶ ἡ ποιότης των κρίνεται ὡς ἄριστη. Ἡ ἀνάλυσις τῶν στοιχείων θὰ συνεχισθῇ ἐπὶ πολλοὺς μῆνας. [563, 399, 733, 476]
paragraph: Ὁ στρατιωτικὸς καὶ πολιτικὸς συσχετισμὸς εἰς τὴν περιοχὴν ἔχει διαφοροποιηθεῖ σημαντικά. Τὰ ἀραβικὰ κράτη ἀνασυγκροτοῦν τὶς δυνάμεις των, ἐνῶ τὸ Ἰσραὴλ ἐνισχύει τὴν ἀεροπορία του καὶ τὰ τεθωρακισμένα του. [8, 515, 274, 579]
caption-title: — Θὰ σᾶς πῶ... [881, 2117, 988, 2133]
paragraph: Κατὰ τὰς πληροφορίας ἐκ τῆς περιοχῆς, εἰς μίαν μόνον μάχην ἐφονεύθησαν 3.200 ἄτομα. Αἱ ἀπώλειαι τῶν δημοκρατικῶν δυνάμεων εἶναι βαρεῖαι. [1123, 759, 1308, 824]
paragraph: Ἀπὸ τὴν ἄλλην πλευρὰν οἱ Ἄραβες, οἱ ὁποῖοι ὑπέστησαν πλήγματα μεγάλης ἐκτάσεως, ἐξασφάλισαν νέον ὁπλισμὸν ἀπὸ τὴν Σοβιετικὴν Ἕνωσιν. Ἡ Αἴγυπτος ἰδίως ἀνασυγκρότησε τὴν ἀεροπορίαν της εἰς χρόνον ρεκόρ. [8, 2313, 274, 2378]
mars-body-right [741, 159, 909, 481]
column-rule [556, 0, 558, 2234]
cybernetics-kicker: ΔΙΑΠΙΣΤΩΣΕΙΣ ΔΙΕΘΝΟΥΣ ΣΥΝΕΔΡΙΟΥ [593, 882, 880, 899]
inline-subhead: ΠΥΚΝΟΤΗΣ ΔΙΑΒΡΩΣΕΙ [761, 282, 889, 296]
paragraph: Ἡ διεθνὴς κοινότης παρακολουθεῖ μὲ ἀγωνίαν τὶς ἐξελίξεις, ἐνῶ ὁ Ο.Η.Ε. καταβάλλει προσπαθείας γιὰ τὴν εὕρεσιν ἑνὸς κοινοῦ ἐδάφους συνεννοήσεως. [284, 1208, 548, 1260]
column-science [563, 0, 909, 1607]
story-head: ΕΠΑΝΗΛΘΟΝ [1178, 511, 1252, 526]
paragraph: Ὁ σοβιετικὸς πρεσβευτὴς ἀνεχώρησε ἐπίσης, ἐνῶ ὁ σταθμὸς τοῦ ραδιοφώνου τῆς Σαναὰ διέκοψε τὰς ἐκπομπάς του. Τὸ ἀεροδρόμιον τῆς πόλεως ἐλέγχεται ἀπὸ τοὺς βασιλόφρονας. [1123, 427, 1308, 505]
caption-title: 19. Ο ΕΚΒΙΑΣΜΟΣ ΤΟΥ ΚΑΜΜΕΝΟΥ [574, 2117, 816, 2133]
yemen-headline [924, 35, 1504, 109]
paragraph: ΝΕΑ ΥΟΡΚΗ, 9. (Ἀσσ. Πρὲς) — Ἡ Μαίρη Στιούαρτ, μαθήτρια λυκείου ἡλικίας 15 ἐτῶν, διετύπωσε θεωρίαν περὶ τῆς δομῆς τοῦ ἀτόμου ἡ ὁποία προκάλεσε τὸ ἐνδιαφέρον τῶν ἐπιστημόνων. Σύμφωνα μὲ τὴν θεωρίαν της, ἕνα ἠλεκτρόνιον καὶ ἕνα νετρῖνο συνδυαζόμενα μεταβάλλουν τὸ πρωτόνιον εἰς νετρόνιον. Οἱ καθηγηταί της ἐδήλωσαν ὅτι ἡ ἐργασία της ἀποτελεῖ ἀξιόλογον συμβολὴν. [563, 691, 733, 860]
paragraph: Αἱ περίφημοι «διώρυγες», αἱ ὁποῖαι εἶχον κάμει ἄλλοτε πολλοὺς νὰ πιστεύουν εἰς τὴν ὕπαρξιν νοημόνων ὄντων, ἀποδεικνύονται τώρα ἁπλαῖ ρωγμαὶ τοῦ ἐδάφους. Οἱ ἐπιστήμονες ἐπιφυλάσσονται ὅμως ὡς πρὸς τὰ τελικὰ συμπεράσματα. [741, 159, 909, 276]
student-sub: τὸ πρωτόνιον εἰς νετρόνιον [563, 658, 909, 685]
caption-text: ΧΡΗΣΤΙΑΝΗΣ κάθισε στὸ ἀναπαυτικὸ γραφεῖο. Τὸν ἐξέτασε ἀπὸ τὸ κεφάλι ὡς τὰ νύχια. — Εἶσαι κ. Τζέιμς; Εἶπα ὅτι θὰ σᾶς βρῶ ἐδῶ... — Ὁ Καλντερὸν μοῦ μίλησε γιὰ σᾶς. Καθίστε. [574, 2135, 876, 2171]
cybernetics-subheadline: Η ΚΥΒΕΡΝΗΤΙΚΗ ΘΑ ΑΥΞΗΣΗ ΤΗΝ ΠΑΡΑΓΩΓΙΚΟΤΗΤΑ ΚΑΙ ΘΑ ΣΥΜΒΑΛΗ ΕΙΣ ΤΗΝ ΟΡΘΗΝ ΕΠΙΛΥΣΙΝ ΤΩΝ ΠΡΟΒΛΗΜΑΤΩΝ [563, 988, 909, 1047]
story-head: Η ΑΠΟΚΡΙΣΙΣ ΤΩΝ ΑΙΓΥΠΤΙΩΝ [1329, 417, 1493, 431]
story-head: ΕΚΤΕΛΕΣΕΙΣ ΒΑΣΙΛΟΦΡΟΝΩΝ [1131, 674, 1299, 688]
paragraph: Ἡ γαλλικὴ παρεμβολὴ ἔχει ἰδιαίτερη σημασία, διότι ἔως τὶς προσφάτους τοὺς πολέμους ἡ Γαλλία ἦταν ὁ μεγαλύτερος προμηθευτὴς ὅπλων εἰς τὸ Ἰσραήλ. Ἡ πολιτικὴ αὐτὴ ἄλλαξε ὅταν ὁ Ντὲ Γκὼλ ἐπεδίωξε νέαν προσέγγισιν μὲ τὸν ἀραβικὸν κόσμον. [8, 433, 274, 510]
student-kicker: Εἰς Ἡνωμένας Πολιτείας [625, 498, 848, 523]
story-head: ΒΥΘΟΣΚΟΠΟΣ ΕΒΥΘΙΣΘΗ ΕΙΣ ΤΟΝ ΛΙΜΕΝΑ ΤΗΣ ΑΛΕΞΑΝΔΡΕΙΑΣ [930, 1026, 1108, 1072]
biology-body-right [1317, 1331, 1504, 1466]
paragraph: Ἡ διεθνὴς κοινότης παρακολουθεῖ μὲ ἀγωνίαν τὶς ἐξελίξεις, ἐνῶ ὁ Ο.Η.Ε. καταβάλλει προσπαθείας γιὰ τὴν εὕρεσιν ἑνὸς κοινοῦ ἐδάφους συνεννοήσεως. [284, 1559, 548, 1610]
paragraph: ΑΝΤΕΝ, 9. (Ρόυτερ). — Εἰς τὴν Σαναὰ ἐκηρύχθη ἀπαγόρευσις κυκλοφορίας ἀπὸ τὴν δύσιν ἕως τὴν ἀνατολὴν τοῦ ἡλίου. [1317, 359, 1504, 410]
story-head: ΝΕΓΡΟΣ ΑΣΤΡΟΝΑΥΤΗΣ ΕΦΟΝΕΥΘΗ ΕΙΣ ΑΕΡΟΠΟΡΙΚΟΝ ΔΥΣΤΥΧΗΜΑ [924, 859, 1113, 904]
headline-line: Η ΓΑΛΛΙΚΗ ΠΑΡΕΜΒΑΣΙΣ [49, 43, 507, 85]
lead-paragraph: Η ΑΤΜΟΣΦΑΙΡΑ στὴν Μέση Ἀνατολή, μονίμως ζοφερά, θολώθηκε ἀκόμη περισσότερο αὐτὲς τὶς ἡμέρες. Ἕνα καμπανάκι προειδοποιήσεως ἀκούσθηκε ἀπὸ τὸ Παρίσι, ἀλλὰ ἡ ἐπικοινωνία μὲ τὴν ἀλήθεια γιὰ τὰ πράγματα ἔχει ἀκόμη πολλὲς δυσκολίες. [8, 267, 274, 359]
paragraph: Οἱ Ἄραβες δηλώνουν πὼς θὰ ἐκδικηθοῦν καὶ πὼς ἡ ἥττα δὲν σημαίνει τὸ τέλος. Οἱ Ἰσραηλινοὶ ἀπαντοῦν ὅτι εἶναι ἕτοιμοι νὰ ἀντιμετωπίσουν κάθε ἐπίθεσιν, ἀκόμη καὶ ἐὰν αὐτὴ ἔλθῃ αἰφνιδιαστικὰ ὅπως εἰς τὸ «Πὲρλ Χάρμπορ». [8, 987, 274, 1052]
paragraph: τὸ Παρίσι δηλαδή, ἐπιδιώκει τὴν διαμόρφωσιν ἑνὸς νέου ἰσοζυγίου εἰς τὴν περιοχὴν, ὅπου ἡ ἐπιρροὴ τῆς Οὐάσιγκτων θὰ περιορισθῇ, καὶ ἡ Εὐρώπη θὰ ἀποκτήσῃ πάλιν λόγον. [284, 1614, 548, 1666]
paragraph: Ἀπὸ τὴν ἄλλην πλευρὰν οἱ Ἄραβες, οἱ ὁποῖοι ὑπέστησαν πλήγματα μεγάλης ἐκτάσεως, ἐξασφάλισαν νέον ὁπλισμὸν ἀπὸ τὴν Σοβιετικὴν Ἕνωσιν. Ἡ Αἴγυπτος ἰδίως ἀνασυγκρότησε τὴν ἀεροπορίαν της εἰς χρόνον ρεκόρ. [8, 1646, 274, 1711]
paragraph: Οἱ ἐρευνηταὶ τονίζουν πάντως ὅτι ἡ ὑγιεινὴ διατροφὴ καὶ ἡ σωματικὴ ἄσκησις συμβάλλουν εἰς τὴν παράτασιν τῆς ζωῆς, χωρὶς ὅμως νὰ μποροῦν νὰ ἀνακόψουν τὴν φυσικὴν πορείαν τοῦ γήρατος. [1317, 1330, 1504, 1408]
paragraph: Ἀπὸ τὴν ἄλλην πλευρὰν οἱ Ἄραβες, οἱ ὁποῖοι ὑπέστησαν πλήγματα μεγάλης ἐκτάσεως, ἐξασφάλισαν νέον ὁπλισμὸν ἀπὸ τὴν Σοβιετικὴν Ἕνωσιν. Ἡ Αἴγυπτος ἰδίως ἀνασυγκρότησε τὴν ἀεροπορίαν της εἰς χρόνον ρεκόρ. [8, 1980, 274, 2044]
caption-title: Ε [1188, 2114, 1205, 2143]
story-head: ΕΚΚΛΗΣΙΣ ΤΟΥ ΝΟΜΑΝ [1151, 599, 1280, 613]
kicker: Κατόπιν τῶν τελευταίων ἐξελίξεων [924, 0, 1504, 31]
main-headline [8, 38, 548, 130]
